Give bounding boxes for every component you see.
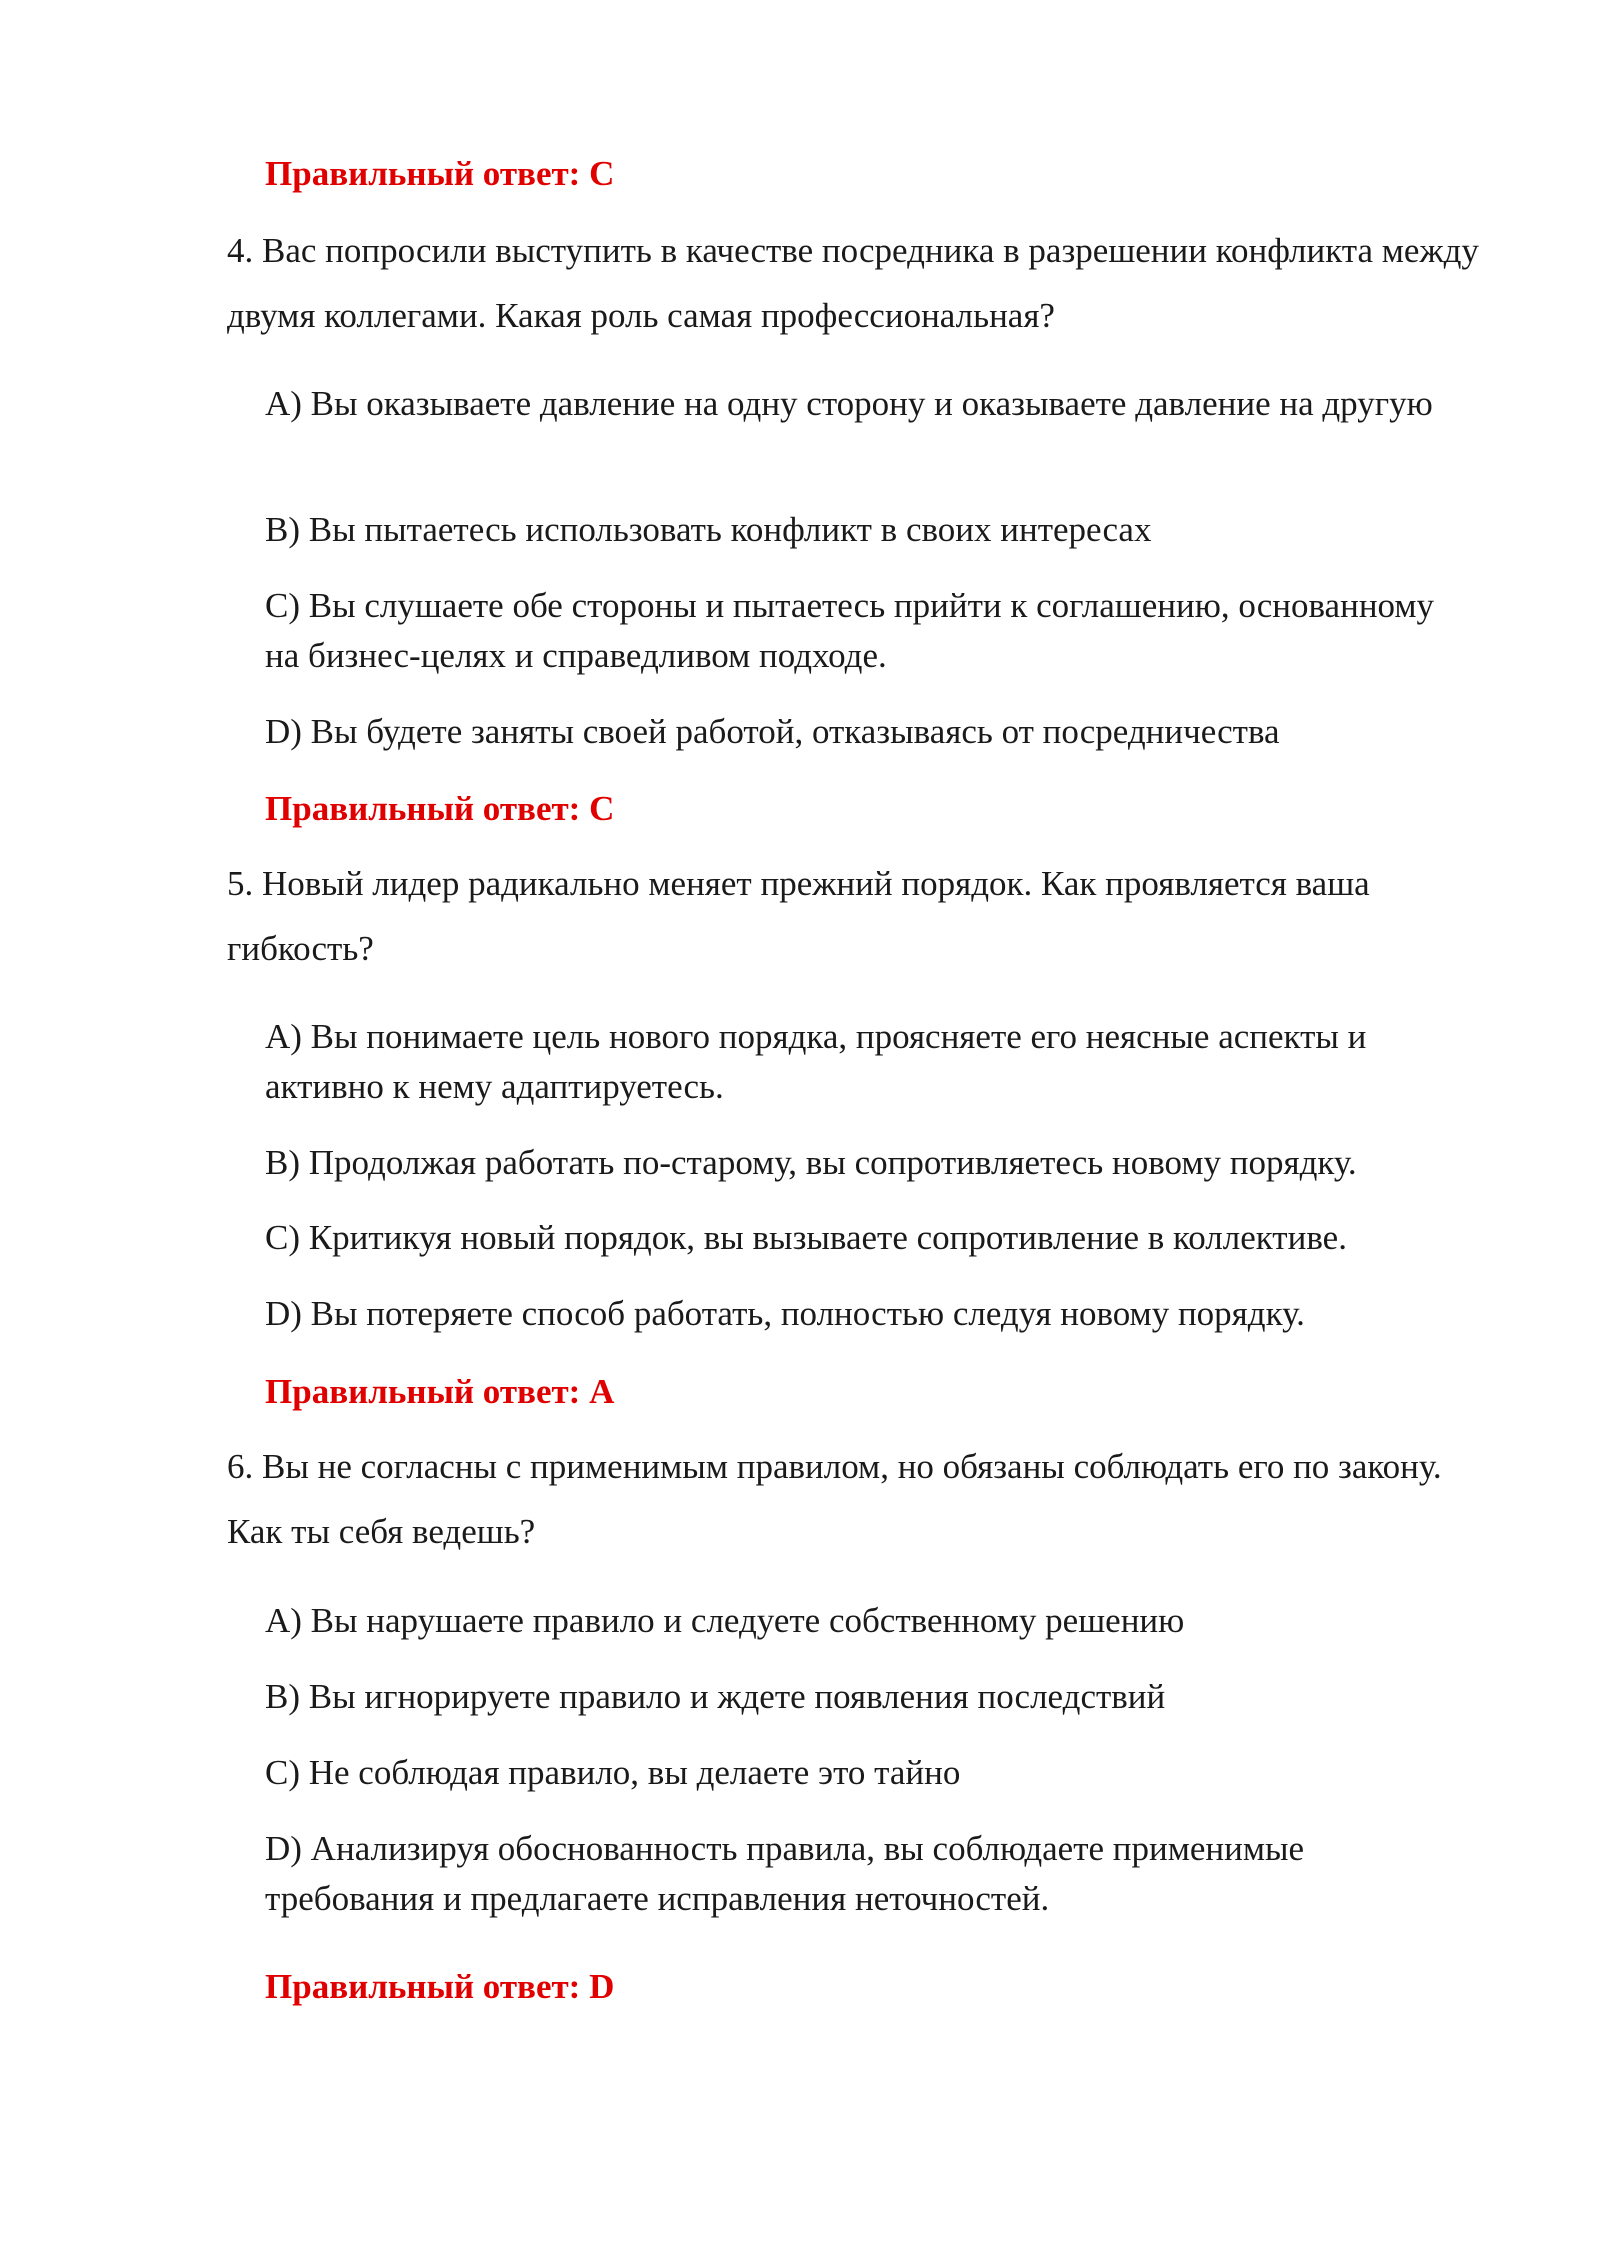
q6-option-d: D) Анализируя обоснованность правила, вы соблюдаете применимые требования и предлагаете исправления неточностей. [265, 1829, 1305, 1918]
question-4: 4. Вас попросили выступить в качестве посредника в разрешении конфликта между двумя коллегами. Какая роль самая профессиональная? [227, 231, 1479, 335]
q6-option-b: B) Вы игнорируете правило и ждете появления последствий [265, 1677, 1166, 1716]
q5-option-c: C) Критикуя новый порядок, вы вызываете сопротивление в коллективе. [265, 1218, 1347, 1257]
correct-answer-q5: Правильный ответ: A [265, 1372, 615, 1411]
correct-answer-q3: Правильный ответ: C [265, 154, 615, 193]
q4-option-d: D) Вы будете заняты своей работой, отказываясь от посредничества [265, 712, 1280, 751]
q5-option-a: A) Вы понимаете цель нового порядка, проясняете его неясные аспекты и активно к нему адаптируетесь. [265, 1017, 1367, 1106]
q4-option-c: C) Вы слушаете обе стороны и пытаетесь прийти к соглашению, основанному на бизнес-целях и справедливом подходе. [265, 586, 1435, 675]
q6-option-c: C) Не соблюдая правило, вы делаете это тайно [265, 1753, 961, 1792]
q4-option-a: A) Вы оказываете давление на одну сторону и оказываете давление на другую [265, 384, 1433, 423]
q5-option-b: B) Продолжая работать по-старому, вы сопротивляетесь новому порядку. [265, 1143, 1357, 1182]
q6-option-a: A) Вы нарушаете правило и следуете собственному решению [265, 1601, 1185, 1640]
correct-answer-q6: Правильный ответ: D [265, 1967, 615, 2006]
question-5: 5. Новый лидер радикально меняет прежний порядок. Как проявляется ваша гибкость? [227, 864, 1370, 968]
q4-option-b: B) Вы пытаетесь использовать конфликт в своих интересах [265, 510, 1152, 549]
correct-answer-q4: Правильный ответ: C [265, 789, 615, 828]
q5-option-d: D) Вы потеряете способ работать, полностью следуя новому порядку. [265, 1294, 1305, 1333]
question-6: 6. Вы не согласны с применимым правилом, но обязаны соблюдать его по закону. Как ты себя ведешь? [227, 1447, 1442, 1551]
